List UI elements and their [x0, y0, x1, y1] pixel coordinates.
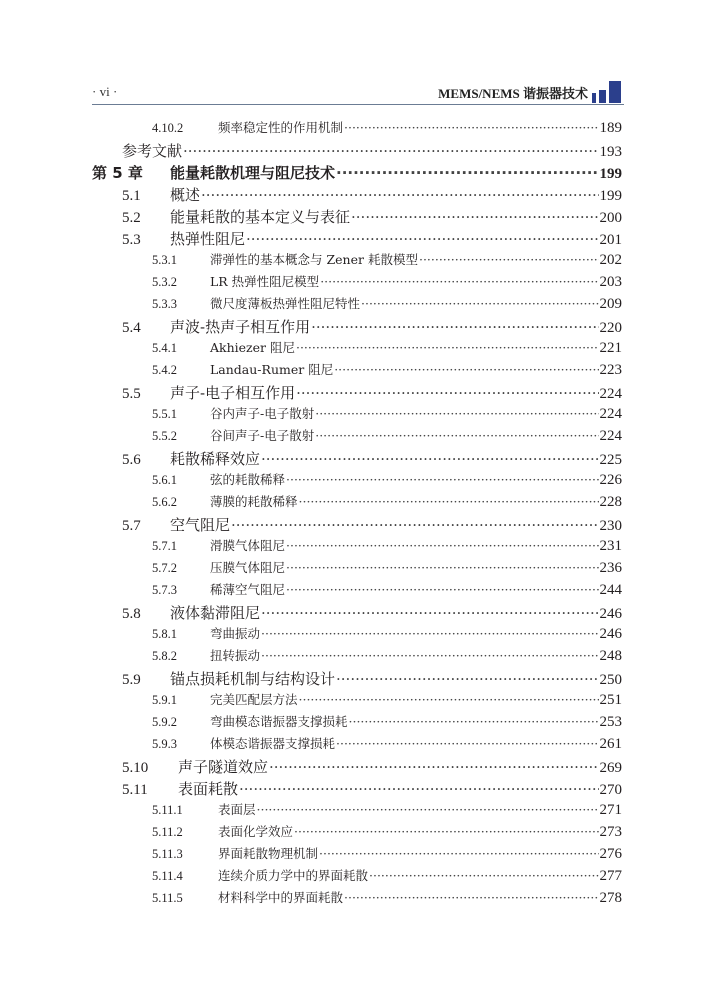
toc-entry-page: 276: [599, 846, 622, 862]
toc-entry-title: 热弹性阻尼: [170, 230, 246, 248]
toc-entry-number: 5.6.1: [152, 473, 177, 487]
toc-entry-number: 5.9.1: [152, 693, 177, 707]
toc-entry-page: 277: [599, 868, 622, 884]
toc-entry-title: 参考文献: [122, 142, 183, 160]
toc-entry[interactable]: [92, 118, 622, 140]
toc-entry-title: 压膜气体阻尼: [210, 560, 286, 575]
toc-entry-title: Akhiezer 阻尼: [210, 340, 295, 355]
toc-entry-title: 声子隧道效应: [178, 758, 269, 776]
dot-leader: [261, 626, 598, 641]
dot-leader: [261, 604, 598, 622]
toc-entry[interactable]: [92, 404, 622, 426]
toc-entry[interactable]: [92, 734, 622, 756]
toc-entry-page: 228: [599, 494, 622, 510]
dot-leader: [296, 384, 598, 402]
toc-entry[interactable]: [92, 250, 622, 272]
toc-entry-number: 5.5.1: [152, 407, 177, 421]
toc-entry-number: 5.6: [122, 452, 141, 468]
toc-entry-number: 5.5: [122, 386, 141, 402]
toc-entry-number: 5.8.2: [152, 649, 177, 663]
toc-entry-title: 扭转振动: [210, 648, 261, 663]
dot-leader: [269, 758, 598, 776]
toc-entry-title: 弦的耗散稀释: [210, 472, 286, 487]
dot-leader: [286, 582, 598, 597]
toc-entry-title: 谷内声子-电子散射: [210, 406, 315, 421]
toc-entry[interactable]: [92, 646, 622, 668]
dot-leader: [286, 538, 598, 553]
toc-entry-page: 203: [599, 274, 622, 290]
toc-entry-page: 226: [599, 472, 622, 488]
toc-entry-page: 225: [599, 452, 622, 468]
toc-entry-page: 201: [599, 232, 622, 248]
toc-entry-page: 269: [599, 760, 622, 776]
toc-entry[interactable]: [92, 426, 622, 448]
toc-entry[interactable]: [92, 624, 622, 646]
toc-entry-title: 液体黏滞阻尼: [170, 604, 261, 622]
toc-entry[interactable]: [92, 316, 622, 338]
toc-entry-number: 5.11.5: [152, 891, 183, 905]
toc-entry-title: 空气阻尼: [170, 516, 231, 534]
toc-entry-page: 250: [599, 672, 622, 688]
toc-entry-number: 5.2: [122, 210, 141, 226]
dot-leader: [239, 780, 598, 798]
toc-entry[interactable]: [92, 470, 622, 492]
dot-leader: [299, 692, 599, 707]
toc-entry[interactable]: [92, 866, 622, 888]
dot-leader: [361, 296, 598, 311]
toc-entry-page: 278: [599, 890, 622, 906]
dot-leader: [296, 340, 599, 355]
dot-leader: [183, 142, 598, 160]
toc-entry-page: 202: [599, 252, 622, 268]
toc-entry-title: Landau-Rumer 阻尼: [210, 362, 334, 377]
toc-entry-title: 弯曲模态谐振器支撑损耗: [210, 714, 348, 729]
dot-leader: [349, 714, 599, 729]
toc-entry-page: 230: [599, 518, 622, 534]
toc-entry-page: 199: [599, 166, 622, 182]
toc-entry-number: 5.6.2: [152, 495, 177, 509]
toc-entry[interactable]: [92, 448, 622, 470]
dot-leader: [315, 406, 598, 421]
toc-entry-number: 5.4: [122, 320, 141, 336]
toc-entry-title: 能量耗散的基本定义与表征: [170, 208, 351, 226]
dot-leader: [344, 120, 598, 135]
toc-entry-number: 5.8: [122, 606, 141, 622]
toc-entry[interactable]: [92, 360, 622, 382]
dot-leader: [246, 230, 598, 248]
toc-entry-title: 连续介质力学中的界面耗散: [218, 868, 369, 883]
dot-leader: [419, 252, 599, 267]
toc-entry-title: 弯曲振动: [210, 626, 261, 641]
toc-entry-number: 5.4.2: [152, 363, 177, 377]
header-rule: [92, 104, 624, 105]
toc-entry-page: 246: [599, 606, 622, 622]
dot-leader: [201, 186, 598, 204]
toc-entry-page: 270: [599, 782, 622, 798]
dot-leader: [299, 494, 599, 509]
toc-entry[interactable]: [92, 514, 622, 536]
toc-entry[interactable]: [92, 756, 622, 778]
dot-leader: [311, 318, 598, 336]
toc-entry[interactable]: [92, 558, 622, 580]
toc-entry-title: 能量耗散机理与阻尼技术: [170, 164, 336, 182]
toc-entry[interactable]: [92, 338, 622, 360]
toc-entry[interactable]: [92, 162, 622, 184]
toc-entry-number: 5.3.2: [152, 275, 177, 289]
toc-entry-page: 271: [599, 802, 622, 818]
toc-entry-number: 5.3.1: [152, 253, 177, 267]
toc-entry-page: 224: [599, 428, 622, 444]
toc-entry[interactable]: [92, 228, 622, 250]
toc-entry-title: 锚点损耗机制与结构设计: [170, 670, 336, 688]
toc-entry-title: 滞弹性的基本概念与 Zener 耗散模型: [210, 252, 418, 267]
toc-entry-title: 材料科学中的界面耗散: [218, 890, 344, 905]
toc-entry-number: 5.3.3: [152, 297, 177, 311]
toc-entry[interactable]: [92, 184, 622, 206]
dot-leader: [294, 824, 598, 839]
toc-entry-number: 第 5 章: [92, 164, 143, 182]
toc-entry-page: 199: [599, 188, 622, 204]
toc-entry-number: 5.11: [122, 782, 148, 798]
toc-entry-title: 声波-热声子相互作用: [170, 318, 311, 336]
dot-leader: [261, 648, 598, 663]
toc-entry-title: 声子-电子相互作用: [170, 384, 296, 402]
decorative-blocks-icon: [592, 81, 622, 103]
toc-entry-page: 224: [599, 406, 622, 422]
toc-entry-page: 246: [599, 626, 622, 642]
toc-entry-page: 209: [599, 296, 622, 312]
toc-entry[interactable]: [92, 844, 622, 866]
dot-leader: [286, 560, 598, 575]
toc-entry[interactable]: [92, 206, 622, 228]
toc-entry[interactable]: [92, 778, 622, 800]
toc-entry-page: 248: [599, 648, 622, 664]
toc-entry[interactable]: [92, 602, 622, 624]
toc-entry[interactable]: [92, 382, 622, 404]
toc-entry-number: 5.1: [122, 188, 141, 204]
dot-leader: [334, 362, 598, 377]
dot-leader: [320, 274, 598, 289]
toc-entry-number: 5.10: [122, 760, 149, 776]
toc-entry[interactable]: [92, 888, 622, 910]
dot-leader: [319, 846, 598, 861]
dot-leader: [336, 670, 598, 688]
toc-entry-number: 5.7: [122, 518, 141, 534]
toc-entry-title: 滑膜气体阻尼: [210, 538, 286, 553]
toc-entry-title: 薄膜的耗散稀释: [210, 494, 298, 509]
toc-entry[interactable]: [92, 272, 622, 294]
toc-entry-title: 微尺度薄板热弹性阻尼特性: [210, 296, 361, 311]
toc-entry-title: 频率稳定性的作用机制: [218, 120, 344, 135]
toc-entry-title: 耗散稀释效应: [170, 450, 261, 468]
toc-entry-number: 5.9.2: [152, 715, 177, 729]
dot-leader: [261, 450, 598, 468]
toc-entry-title: 谷间声子-电子散射: [210, 428, 315, 443]
toc-entry-number: 5.5.2: [152, 429, 177, 443]
toc-entry-page: 223: [599, 362, 622, 378]
dot-leader: [336, 164, 598, 182]
running-header: [92, 80, 622, 106]
dot-leader: [336, 736, 598, 751]
toc-entry-number: 5.11.3: [152, 847, 183, 861]
toc-entry-number: 5.11.4: [152, 869, 183, 883]
toc-entry-page: 193: [599, 144, 622, 160]
dot-leader: [286, 472, 598, 487]
toc-entry-number: 5.7.3: [152, 583, 177, 597]
dot-leader: [231, 516, 598, 534]
page-number: · vi ·: [92, 84, 118, 99]
toc-entry[interactable]: [92, 580, 622, 602]
toc-entry-number: 5.11.2: [152, 825, 183, 839]
toc-entry-page: 244: [599, 582, 622, 598]
toc-entry[interactable]: [92, 668, 622, 690]
toc-entry-title: 表面化学效应: [218, 824, 294, 839]
dot-leader: [315, 428, 598, 443]
toc-entry[interactable]: [92, 800, 622, 822]
toc-entry[interactable]: [92, 492, 622, 514]
toc-entry-page: 189: [599, 120, 622, 136]
toc-entry-number: 5.7.1: [152, 539, 177, 553]
toc-entry[interactable]: [92, 822, 622, 844]
toc-entry-number: 4.10.2: [152, 121, 184, 135]
dot-leader: [257, 802, 599, 817]
toc-entry[interactable]: [92, 140, 622, 162]
toc-entry-page: 221: [599, 340, 622, 356]
toc-entry-page: 261: [599, 736, 622, 752]
toc-entry-number: 5.7.2: [152, 561, 177, 575]
toc-entry-page: 253: [599, 714, 622, 730]
toc-entry-number: 5.9.3: [152, 737, 177, 751]
toc-entry[interactable]: [92, 712, 622, 734]
dot-leader: [369, 868, 598, 883]
toc-entry-page: 236: [599, 560, 622, 576]
toc-entry-number: 5.8.1: [152, 627, 177, 641]
toc-entry-number: 5.9: [122, 672, 141, 688]
toc-entry-title: 表面层: [218, 802, 256, 817]
toc-entry-number: 5.11.1: [152, 803, 183, 817]
toc-entry-page: 224: [599, 386, 622, 402]
toc-entry-title: LR 热弹性阻尼模型: [210, 274, 320, 289]
toc-entry-number: 5.3: [122, 232, 141, 248]
dot-leader: [344, 890, 598, 905]
toc-entry-page: 220: [599, 320, 622, 336]
toc-entry-title: 概述: [170, 186, 201, 204]
toc-entry-number: 5.4.1: [152, 341, 177, 355]
toc-entry[interactable]: [92, 536, 622, 558]
dot-leader: [351, 208, 598, 226]
toc-entry-page: 200: [599, 210, 622, 226]
toc-entry[interactable]: [92, 294, 622, 316]
toc-entry-title: 体模态谐振器支撑损耗: [210, 736, 336, 751]
table-of-contents: [92, 118, 622, 910]
toc-entry-title: 界面耗散物理机制: [218, 846, 319, 861]
toc-entry-title: 稀薄空气阻尼: [210, 582, 286, 597]
toc-entry[interactable]: [92, 690, 622, 712]
toc-entry-page: 273: [599, 824, 622, 840]
book-title: MEMS/NEMS 谐振器技术: [438, 86, 588, 101]
toc-entry-title: 完美匹配层方法: [210, 692, 298, 707]
toc-entry-page: 231: [599, 538, 622, 554]
toc-entry-title: 表面耗散: [178, 780, 239, 798]
toc-entry-page: 251: [599, 692, 622, 708]
